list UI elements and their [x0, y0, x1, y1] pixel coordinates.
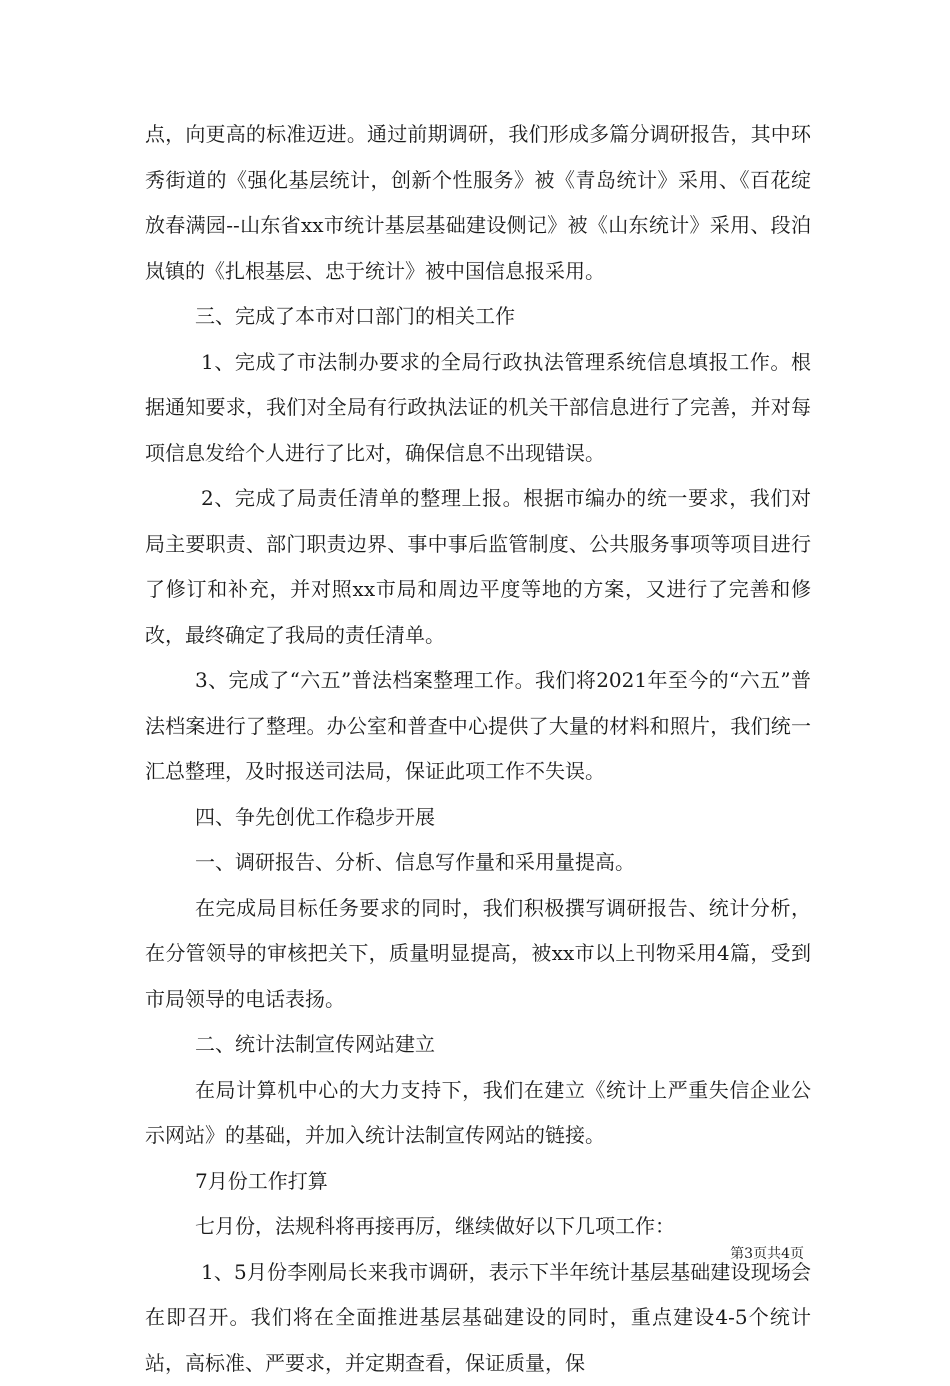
- paragraph-july-intro: 七月份，法规科将再接再厉，继续做好以下几项工作：: [145, 1204, 811, 1250]
- document-body: [145, 112, 811, 1386]
- subheading-two: 二、统计法制宣传网站建立: [145, 1022, 811, 1068]
- section-heading-four: 四、争先创优工作稳步开展: [145, 795, 811, 841]
- section-heading-three: 三、完成了本市对口部门的相关工作: [145, 294, 811, 340]
- paragraph-july-item-1: 1、5月份李刚局长来我市调研，表示下半年统计基层基础建设现场会在即召开。我们将在全面推进基层基础建设的同时，重点建设4-5个统计站，高标准、严要求，并定期查看，保证质量，保: [145, 1250, 811, 1386]
- subheading-one: 一、调研报告、分析、信息写作量和采用量提高。: [145, 840, 811, 886]
- section-heading-july-plan: 7月份工作打算: [145, 1159, 811, 1205]
- paragraph-item-3: 3、完成了“六五”普法档案整理工作。我们将2021年至今的“六五”普法档案进行了整理。办公室和普查中心提供了大量的材料和照片，我们统一汇总整理，及时报送司法局，保证此项工作不失误。: [145, 658, 811, 795]
- paragraph-item-1: 1、完成了市法制办要求的全局行政执法管理系统信息填报工作。根据通知要求，我们对全局有行政执法证的机关干部信息进行了完善，并对每项信息发给个人进行了比对，确保信息不出现错误。: [145, 340, 811, 477]
- paragraph-research: 在完成局目标任务要求的同时，我们积极撰写调研报告、统计分析，在分管领导的审核把关下，质量明显提高，被xx市以上刊物采用4篇，受到市局领导的电话表扬。: [145, 886, 811, 1023]
- paragraph-website: 在局计算机中心的大力支持下，我们在建立《统计上严重失信企业公示网站》的基础，并加入统计法制宣传网站的链接。: [145, 1068, 811, 1159]
- paragraph-item-2: 2、完成了局责任清单的整理上报。根据市编办的统一要求，我们对局主要职责、部门职责边界、事中事后监管制度、公共服务事项等项目进行了修订和补充，并对照xx市局和周边平度等地的方案，又进行了完善和修改，最终确定了我局的责任清单。: [145, 476, 811, 658]
- page-number-footer: 第3页共4页: [730, 1245, 804, 1263]
- paragraph-continuation: 点，向更高的标准迈进。通过前期调研，我们形成多篇分调研报告，其中环秀街道的《强化基层统计，创新个性服务》被《青岛统计》采用、《百花绽放春满园--山东省xx市统计基层基础建设侧记》被《山东统计》采用、段泊岚镇的《扎根基层、忠于统计》被中国信息报采用。: [145, 112, 811, 294]
